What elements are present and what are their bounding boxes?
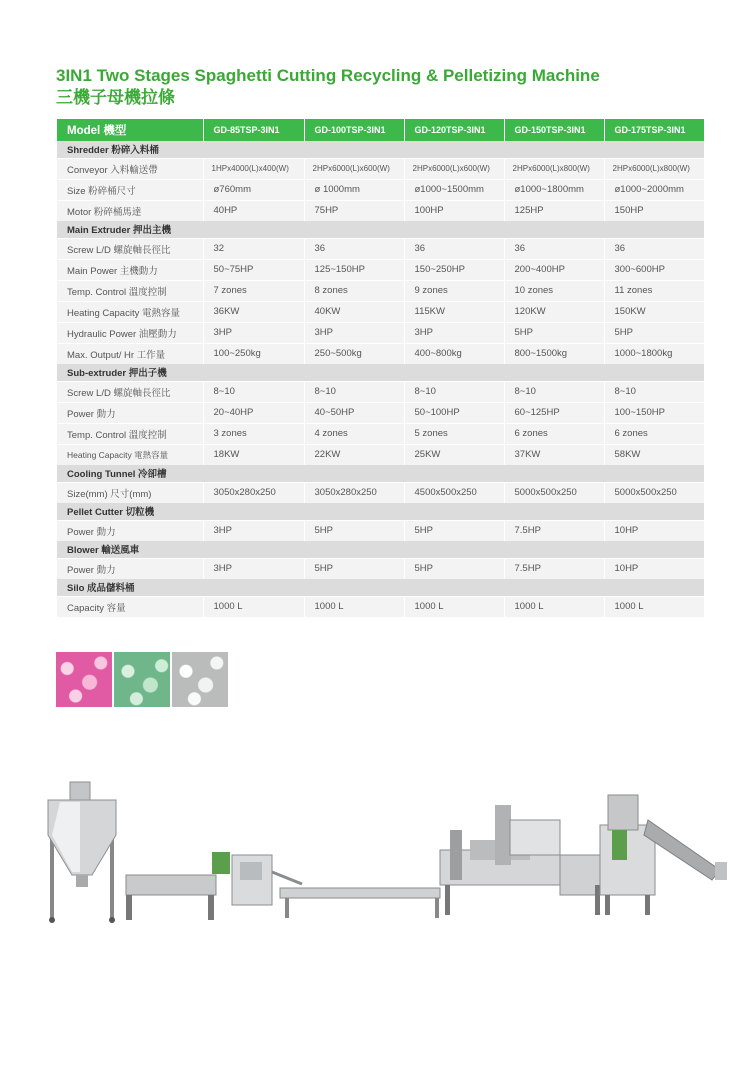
row-value: 800~1500kg — [504, 343, 604, 364]
row-value: 36 — [604, 238, 704, 259]
row-value: 150HP — [604, 200, 704, 221]
table-row — [57, 280, 704, 301]
table-row — [57, 444, 704, 465]
row-value: 5HP — [304, 558, 404, 579]
cooling-tunnel — [272, 872, 440, 918]
table-row — [57, 179, 704, 200]
row-value: ø 1000mm — [304, 179, 404, 200]
clear-pellets-image — [172, 652, 228, 707]
crusher-and-conveyor — [600, 795, 727, 915]
row-value: 1000~1800kg — [604, 343, 704, 364]
row-value: 200~400HP — [504, 259, 604, 280]
row-label: Temp. Control 溫度控制 — [57, 423, 203, 444]
row-value: 3HP — [203, 558, 304, 579]
row-label: Capacity 容量 — [57, 596, 203, 617]
table-row — [57, 322, 704, 343]
page-title-chinese: 三機子母機拉條 — [56, 88, 175, 108]
row-label: Power 動力 — [57, 558, 203, 579]
pink-pellets-image — [56, 652, 112, 707]
row-value: 150KW — [604, 301, 704, 322]
row-value: 2HPx6000(L)x800(W) — [504, 158, 604, 179]
section-title: Sub-extruder 押出子機 — [57, 364, 704, 381]
row-value: 40KW — [304, 301, 404, 322]
table-row — [57, 343, 704, 364]
row-label: Size 粉碎桶尺寸 — [57, 179, 203, 200]
section-title: Main Extruder 押出主機 — [57, 221, 704, 238]
row-value: 3HP — [304, 322, 404, 343]
row-value: 1000 L — [203, 596, 304, 617]
row-value: 36KW — [203, 301, 304, 322]
row-label: Main Power 主機動力 — [57, 259, 203, 280]
header-model-0: GD-85TSP-3IN1 — [203, 119, 304, 141]
row-value: ø1000~2000mm — [604, 179, 704, 200]
row-value: 10HP — [604, 520, 704, 541]
header-model-2: GD-120TSP-3IN1 — [404, 119, 504, 141]
section-row — [57, 465, 704, 482]
section-title: Shredder 粉碎入料桶 — [57, 141, 704, 158]
page-title: 3IN1 Two Stages Spaghetti Cutting Recycling & Pelletizing Machine — [56, 66, 600, 85]
header-model-3: GD-150TSP-3IN1 — [504, 119, 604, 141]
section-title: Silo 成品儲料桶 — [57, 579, 704, 596]
row-value: 100HP — [404, 200, 504, 221]
row-value: 3050x280x250 — [304, 482, 404, 503]
row-value: 3050x280x250 — [203, 482, 304, 503]
row-value: 75HP — [304, 200, 404, 221]
row-value: 22KW — [304, 444, 404, 465]
row-value: 100~250kg — [203, 343, 304, 364]
row-value: 50~100HP — [404, 402, 504, 423]
row-value: 1HPx4000(L)x400(W) — [203, 158, 304, 179]
row-value: 100~150HP — [604, 402, 704, 423]
table-row — [57, 402, 704, 423]
pellet-samples — [56, 652, 228, 707]
header-model-4: GD-175TSP-3IN1 — [604, 119, 704, 141]
row-value: 1000 L — [404, 596, 504, 617]
row-label: Power 動力 — [57, 402, 203, 423]
row-value: 3HP — [203, 520, 304, 541]
row-value: 7.5HP — [504, 558, 604, 579]
row-value: 36 — [304, 238, 404, 259]
main-extruder — [440, 805, 605, 915]
row-value: 2HPx6000(L)x800(W) — [604, 158, 704, 179]
header-model-1: GD-100TSP-3IN1 — [304, 119, 404, 141]
row-value: 4 zones — [304, 423, 404, 444]
recycling-line-illustration — [40, 780, 730, 930]
row-value: 400~800kg — [404, 343, 504, 364]
table-row — [57, 238, 704, 259]
table-row — [57, 423, 704, 444]
row-value: 40~50HP — [304, 402, 404, 423]
section-row — [57, 579, 704, 596]
row-value: 8 zones — [304, 280, 404, 301]
section-title: Pellet Cutter 切粒機 — [57, 503, 704, 520]
row-value: 5HP — [404, 520, 504, 541]
table-row — [57, 301, 704, 322]
row-value: 150~250HP — [404, 259, 504, 280]
row-label: Size(mm) 尺寸(mm) — [57, 482, 203, 503]
table-row — [57, 158, 704, 179]
row-value: 36 — [404, 238, 504, 259]
section-row — [57, 364, 704, 381]
row-label: Power 動力 — [57, 520, 203, 541]
row-value: ø1000~1800mm — [504, 179, 604, 200]
row-value: 120KW — [504, 301, 604, 322]
table-row — [57, 200, 704, 221]
table-row — [57, 558, 704, 579]
row-value: 4500x500x250 — [404, 482, 504, 503]
row-value: 7.5HP — [504, 520, 604, 541]
table-row — [57, 381, 704, 402]
row-value: 1000 L — [304, 596, 404, 617]
row-label: Max. Output/ Hr 工作量 — [57, 343, 203, 364]
sub-extruder — [126, 852, 272, 920]
row-value: ø1000~1500mm — [404, 179, 504, 200]
row-value: 10HP — [604, 558, 704, 579]
specification-table — [57, 119, 704, 617]
row-value: 125~150HP — [304, 259, 404, 280]
row-value: 8~10 — [304, 381, 404, 402]
row-value: 125HP — [504, 200, 604, 221]
row-value: 36 — [504, 238, 604, 259]
table-row — [57, 520, 704, 541]
row-value: 7 zones — [203, 280, 304, 301]
row-label: Heating Capacity 電熱容量 — [57, 301, 203, 322]
row-value: 6 zones — [604, 423, 704, 444]
row-value: 5 zones — [404, 423, 504, 444]
row-value: 8~10 — [504, 381, 604, 402]
row-value: 8~10 — [404, 381, 504, 402]
row-label: Temp. Control 溫度控制 — [57, 280, 203, 301]
table-row — [57, 482, 704, 503]
row-value: 3HP — [404, 322, 504, 343]
shredder-silo — [48, 782, 116, 923]
row-label: Heating Capacity 電熱容量 — [57, 444, 203, 465]
row-label: Screw L/D 螺旋軸長徑比 — [57, 381, 203, 402]
row-value: 37KW — [504, 444, 604, 465]
row-value: 5HP — [604, 322, 704, 343]
row-value: 58KW — [604, 444, 704, 465]
section-title: Cooling Tunnel 冷卻槽 — [57, 465, 704, 482]
section-title: Blower 輸送風車 — [57, 541, 704, 558]
row-value: 5000x500x250 — [504, 482, 604, 503]
table-row — [57, 259, 704, 280]
row-value: ø760mm — [203, 179, 304, 200]
green-pellets-image — [114, 652, 170, 707]
row-value: 8~10 — [604, 381, 704, 402]
row-label: Hydraulic Power 油壓動力 — [57, 322, 203, 343]
section-row — [57, 221, 704, 238]
table-row — [57, 596, 704, 617]
row-value: 40HP — [203, 200, 304, 221]
section-row — [57, 503, 704, 520]
row-value: 300~600HP — [604, 259, 704, 280]
row-value: 11 zones — [604, 280, 704, 301]
row-value: 60~125HP — [504, 402, 604, 423]
row-value: 50~75HP — [203, 259, 304, 280]
row-label: Conveyor 入料輸送帶 — [57, 158, 203, 179]
row-label: Motor 粉碎桶馬達 — [57, 200, 203, 221]
row-value: 32 — [203, 238, 304, 259]
row-value: 5HP — [404, 558, 504, 579]
row-value: 2HPx6000(L)x600(W) — [404, 158, 504, 179]
row-value: 25KW — [404, 444, 504, 465]
section-row — [57, 141, 704, 158]
row-value: 115KW — [404, 301, 504, 322]
row-value: 9 zones — [404, 280, 504, 301]
header-model-label: Model 機型 — [57, 119, 203, 141]
row-value: 6 zones — [504, 423, 604, 444]
row-value: 1000 L — [604, 596, 704, 617]
row-value: 2HPx6000(L)x600(W) — [304, 158, 404, 179]
table-header-row — [57, 119, 704, 141]
row-value: 3HP — [203, 322, 304, 343]
row-value: 3 zones — [203, 423, 304, 444]
section-row — [57, 541, 704, 558]
row-value: 8~10 — [203, 381, 304, 402]
row-value: 5HP — [304, 520, 404, 541]
row-value: 250~500kg — [304, 343, 404, 364]
row-value: 1000 L — [504, 596, 604, 617]
row-value: 18KW — [203, 444, 304, 465]
row-value: 5HP — [504, 322, 604, 343]
row-label: Screw L/D 螺旋軸長徑比 — [57, 238, 203, 259]
row-value: 5000x500x250 — [604, 482, 704, 503]
row-value: 10 zones — [504, 280, 604, 301]
row-value: 20~40HP — [203, 402, 304, 423]
